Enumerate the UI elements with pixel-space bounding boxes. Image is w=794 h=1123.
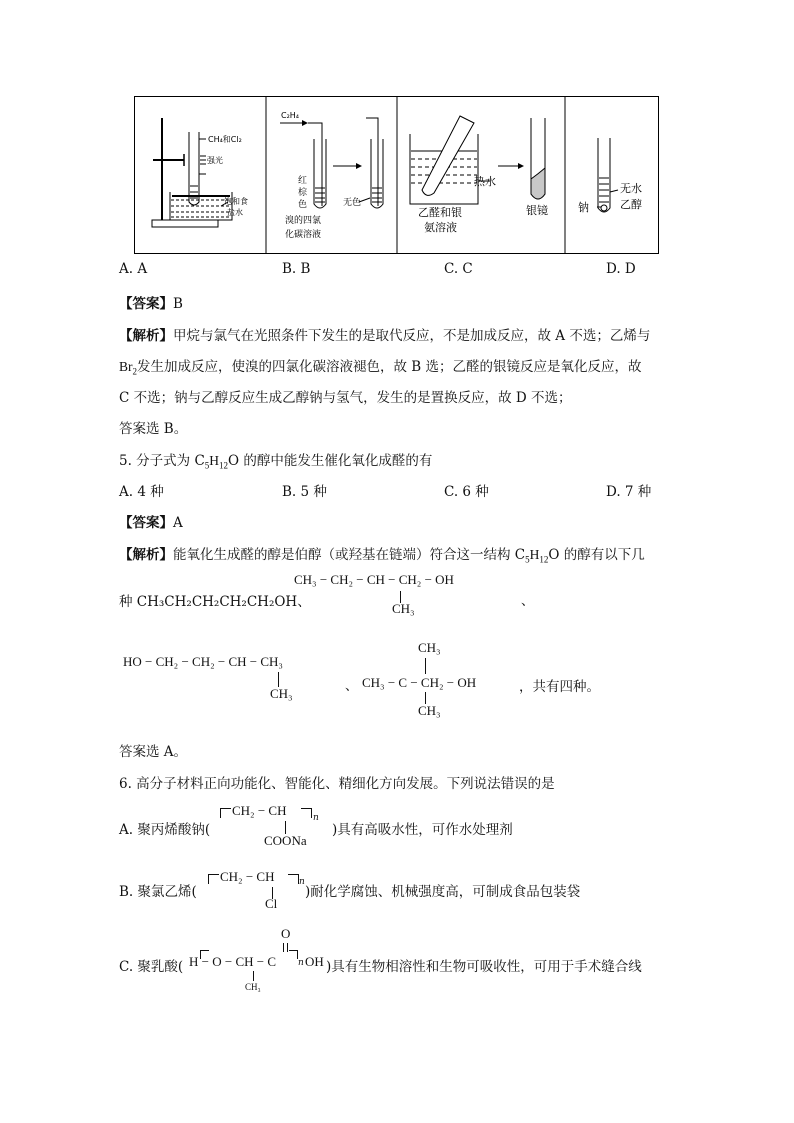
q6-option-c-text: )具有生物相溶性和生物可吸收性，可用于手术缝合线 <box>326 959 642 975</box>
q6-option-b-text: )耐化学腐蚀、机械强度高，可制成食品包装袋 <box>305 884 581 900</box>
q6-c-bond <box>253 971 254 981</box>
struct2-branch: CH₃ <box>270 686 293 701</box>
q6-c-double-bond-2 <box>287 943 288 952</box>
q6-a-n: n <box>313 813 319 823</box>
panel-b-color-1: 红 <box>298 176 308 186</box>
q4-answer-line <box>119 292 183 312</box>
q5-option-b: B. 5 种 <box>282 484 327 500</box>
bromine-subscript: 2 <box>132 366 137 377</box>
q5-analysis-h: H <box>529 547 540 562</box>
q6-c-bracket-left <box>200 950 209 959</box>
q6-b-sub: Cl <box>265 896 278 911</box>
panel-b-color-3: 色 <box>298 200 308 210</box>
q5-answer: A <box>173 515 183 531</box>
q6-b-n: n <box>299 877 305 887</box>
q5-option-c: C. 6 种 <box>444 484 489 500</box>
struct1-branch: CH₃ <box>392 601 415 616</box>
q6-c-formula: H − O − CH − C <box>189 954 277 969</box>
q5-sub-5: 5 <box>204 460 210 471</box>
q4-answer: B <box>173 296 183 312</box>
panel-d-liquid-1: 无水 <box>620 182 642 195</box>
panel-c-water-label: 热水 <box>474 175 496 188</box>
q5-stem-pre: 5. 分子式为 C <box>119 453 205 469</box>
q5-analysis-tail: O 的醇有以下几 <box>548 547 645 563</box>
q4-option-b: B. B <box>282 261 311 277</box>
q5-sub-12: 12 <box>219 460 229 471</box>
panel-a-solution-label-2: 盐水 <box>227 208 243 217</box>
q5-analysis-sub-12: 12 <box>539 554 549 565</box>
struct3-main-chain: CH₃ − C − CH₂ − OH <box>362 675 477 690</box>
q4-option-a: A. A <box>119 261 148 277</box>
panel-c-reagent-2: 氨溶液 <box>424 221 457 234</box>
analysis-label: 【解析】 <box>119 328 173 344</box>
q5-conclusion: 答案选 A。 <box>119 744 188 760</box>
q6-b-bracket-left <box>208 874 219 884</box>
q6-c-double-bond-1 <box>283 943 284 952</box>
panel-b-color-2: 棕 <box>298 188 308 198</box>
panel-a-light-label: 强光 <box>207 156 223 165</box>
q6-a-formula: CH₂ − CH <box>232 803 287 818</box>
q5-tail: ，共有四种。 <box>519 679 600 695</box>
q6-option-b-prefix: B. 聚氯乙烯( <box>119 884 197 900</box>
q6-c-bracket-right <box>289 950 298 959</box>
panel-a-gas-label: CH₄和Cl₂ <box>208 135 242 144</box>
struct3-bottom: CH₃ <box>418 703 441 718</box>
q4-analysis-line-2 <box>119 355 642 377</box>
q6-option-a-prefix: A. 聚丙烯酸钠( <box>119 822 211 838</box>
q5-option-d: D. 7 种 <box>606 484 652 500</box>
panel-d-metal: 钠 <box>578 201 589 214</box>
q5-analysis-sub-5: 5 <box>525 554 530 565</box>
q6-c-n: n <box>298 958 304 968</box>
q4-option-c: C. C <box>444 261 473 277</box>
q6-b-bracket-right <box>288 874 299 884</box>
q4-conclusion: 答案选 B。 <box>119 421 188 437</box>
struct1-separator: 、 <box>521 593 535 608</box>
panel-c-result-label: 银镜 <box>526 204 548 217</box>
q6-c-sub: CH₃ <box>245 982 261 992</box>
q4-analysis-text-1: 甲烷与氯气在光照条件下发生的是取代反应，不是加成反应，故 A 不选；乙烯与 <box>173 328 651 344</box>
struct1-main-chain: CH₃ − CH₂ − CH − CH₂ − OH <box>294 572 454 587</box>
q6-b-formula: CH₂ − CH <box>220 869 275 884</box>
panel-d-liquid-2: 乙醇 <box>620 198 642 211</box>
q4-analysis-line-3: C 不选；钠与乙醇反应生成乙醇钠与氢气，发生的是置换反应，故 D 不选； <box>119 390 572 406</box>
q6-c-o-top: O <box>281 926 291 941</box>
analysis-label: 【解析】 <box>119 547 173 563</box>
q5-analysis-line-2: 种 CH₃CH₂CH₂CH₂CH₂OH、 <box>119 594 311 610</box>
panel-b-solution-1: 溴的四氯 <box>285 216 322 226</box>
q6-a-bracket-right <box>301 808 312 818</box>
struct3-top: CH₃ <box>418 640 441 655</box>
panel-b-gas-label: C₂H₄ <box>281 111 300 120</box>
answer-label: 【答案】 <box>119 515 173 531</box>
answer-label: 【答案】 <box>119 296 173 312</box>
q5-option-a: A. 4 种 <box>119 484 164 500</box>
q5-h: H <box>209 453 220 468</box>
q6-a-bracket-left <box>220 808 231 818</box>
panel-b-solution-2: 化碳溶液 <box>285 230 322 240</box>
q4-option-d: D. D <box>606 261 636 277</box>
q5-analysis-line-1 <box>119 543 645 565</box>
struct2-main-chain: HO − CH₂ − CH₂ − CH − CH₃ <box>123 654 283 669</box>
struct2-separator: 、 <box>345 678 359 693</box>
q5-analysis-text-1: 能氧化生成醛的醇是伯醇（或羟基在链端）符合这一结构 C <box>173 547 526 563</box>
struct3-bond-top <box>425 658 426 674</box>
q6-a-sub: COONa <box>264 833 307 848</box>
q6-stem: 6. 高分子材料正向功能化、智能化、精细化方向发展。下列说法错误的是 <box>119 776 555 792</box>
q5-stem <box>119 449 432 471</box>
q4-analysis-text-2: 发生加成反应，使溴的四氯化碳溶液褪色，故 B 选；乙醛的银镜反应是氧化反应，故 <box>137 359 642 375</box>
panel-c-reagent-1: 乙醛和银 <box>418 206 462 219</box>
experiment-figure <box>134 96 659 254</box>
q6-c-oh: OH <box>305 954 324 969</box>
bromine-symbol: Br <box>119 359 133 374</box>
panel-b-after-label: 无色 <box>343 198 362 208</box>
q6-option-a-text: )具有高吸水性，可作水处理剂 <box>332 822 513 838</box>
q5-answer-line <box>119 511 183 531</box>
struct2-bond <box>278 672 279 687</box>
q4-analysis-line-1 <box>119 324 650 344</box>
q6-option-c-prefix: C. 聚乳酸( <box>119 959 184 975</box>
panel-a-solution-label-1: 饱和食 <box>224 197 248 206</box>
q5-stem-post: O 的醇中能发生催化氧化成醛的有 <box>228 453 433 469</box>
